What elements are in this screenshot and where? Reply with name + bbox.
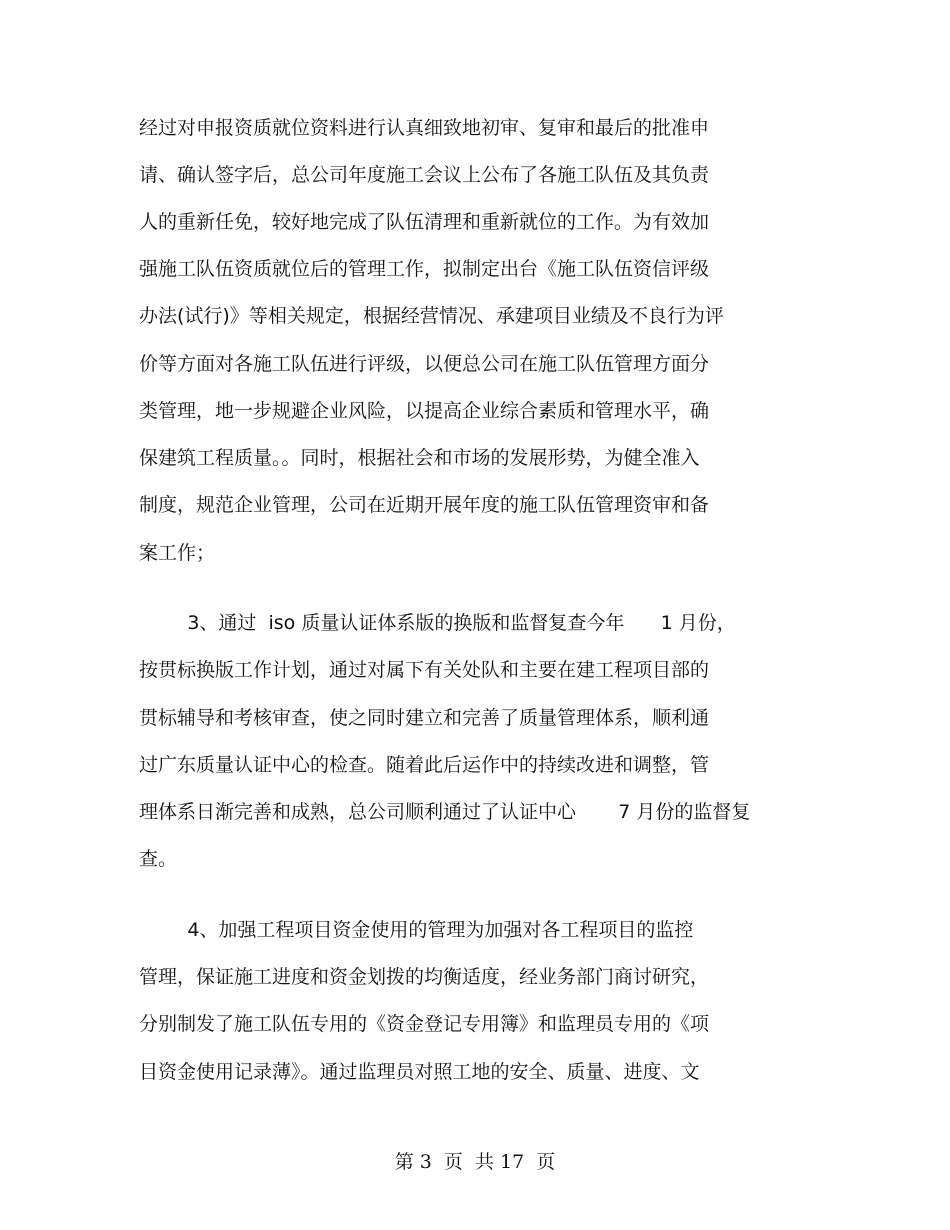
text-line: 办法(试行)》等相关规定，根据经营情况、承建项目业绩及不良行为评 <box>139 305 724 327</box>
text-line: 制度，规范企业管理，公司在近期开展年度的施工队伍管理资审和备 <box>139 494 710 516</box>
text-line: 查。 <box>139 848 178 870</box>
page-number-footer: 第 3 页 共 17 页 <box>394 1151 556 1173</box>
text-line: 人的重新任免，较好地完成了队伍清理和重新就位的工作。为有效加 <box>139 211 710 233</box>
text-line: 经过对申报资质就位资料进行认真细致地初审、复审和最后的批准申 <box>139 117 710 139</box>
text-line: 类管理，地一步规避企业风险，以提高企业综合素质和管理水平，确 <box>139 400 710 422</box>
text-line: 价等方面对各施工队伍进行评级，以便总公司在施工队伍管理方面分 <box>139 353 710 375</box>
text-line: 请、确认签字后，总公司年度施工会议上公布了各施工队伍及其负责 <box>139 164 710 186</box>
text-line: 理体系日渐完善和成熟，总公司顺利通过了认证中心 7 月份的监督复 <box>139 801 751 823</box>
text-line: 目资金使用记录薄》。通过监理员对照工地的安全、质量、进度、文 <box>139 1061 700 1083</box>
text-line: 4、加强工程项目资金使用的管理为加强对各工程项目的监控 <box>139 919 694 941</box>
text-line: 分别制发了施工队伍专用的《资金登记专用簿》和监理员专用的《项 <box>139 1013 710 1035</box>
text-line: 过广东质量认证中心的检查。随着此后运作中的持续改进和调整，管 <box>139 754 710 776</box>
text-line: 管理，保证施工进度和资金划拨的均衡适度，经业务部门商讨研究， <box>139 966 710 988</box>
text-line: 贯标辅导和考核审查，使之同时建立和完善了质量管理体系，顺利通 <box>139 707 710 729</box>
text-line: 强施工队伍资质就位后的管理工作，拟制定出台《施工队伍资信评级 <box>139 258 710 280</box>
text-line: 案工作； <box>139 542 216 564</box>
text-line: 按贯标换版工作计划，通过对属下有关处队和主要在建工程项目部的 <box>139 659 710 681</box>
text-line: 3、通过 iso 质量认证体系版的换版和监督复查今年 1 月份， <box>139 612 736 634</box>
text-line: 保建筑工程质量。。同时，根据社会和市场的发展形势，为健全准入 <box>139 447 700 469</box>
